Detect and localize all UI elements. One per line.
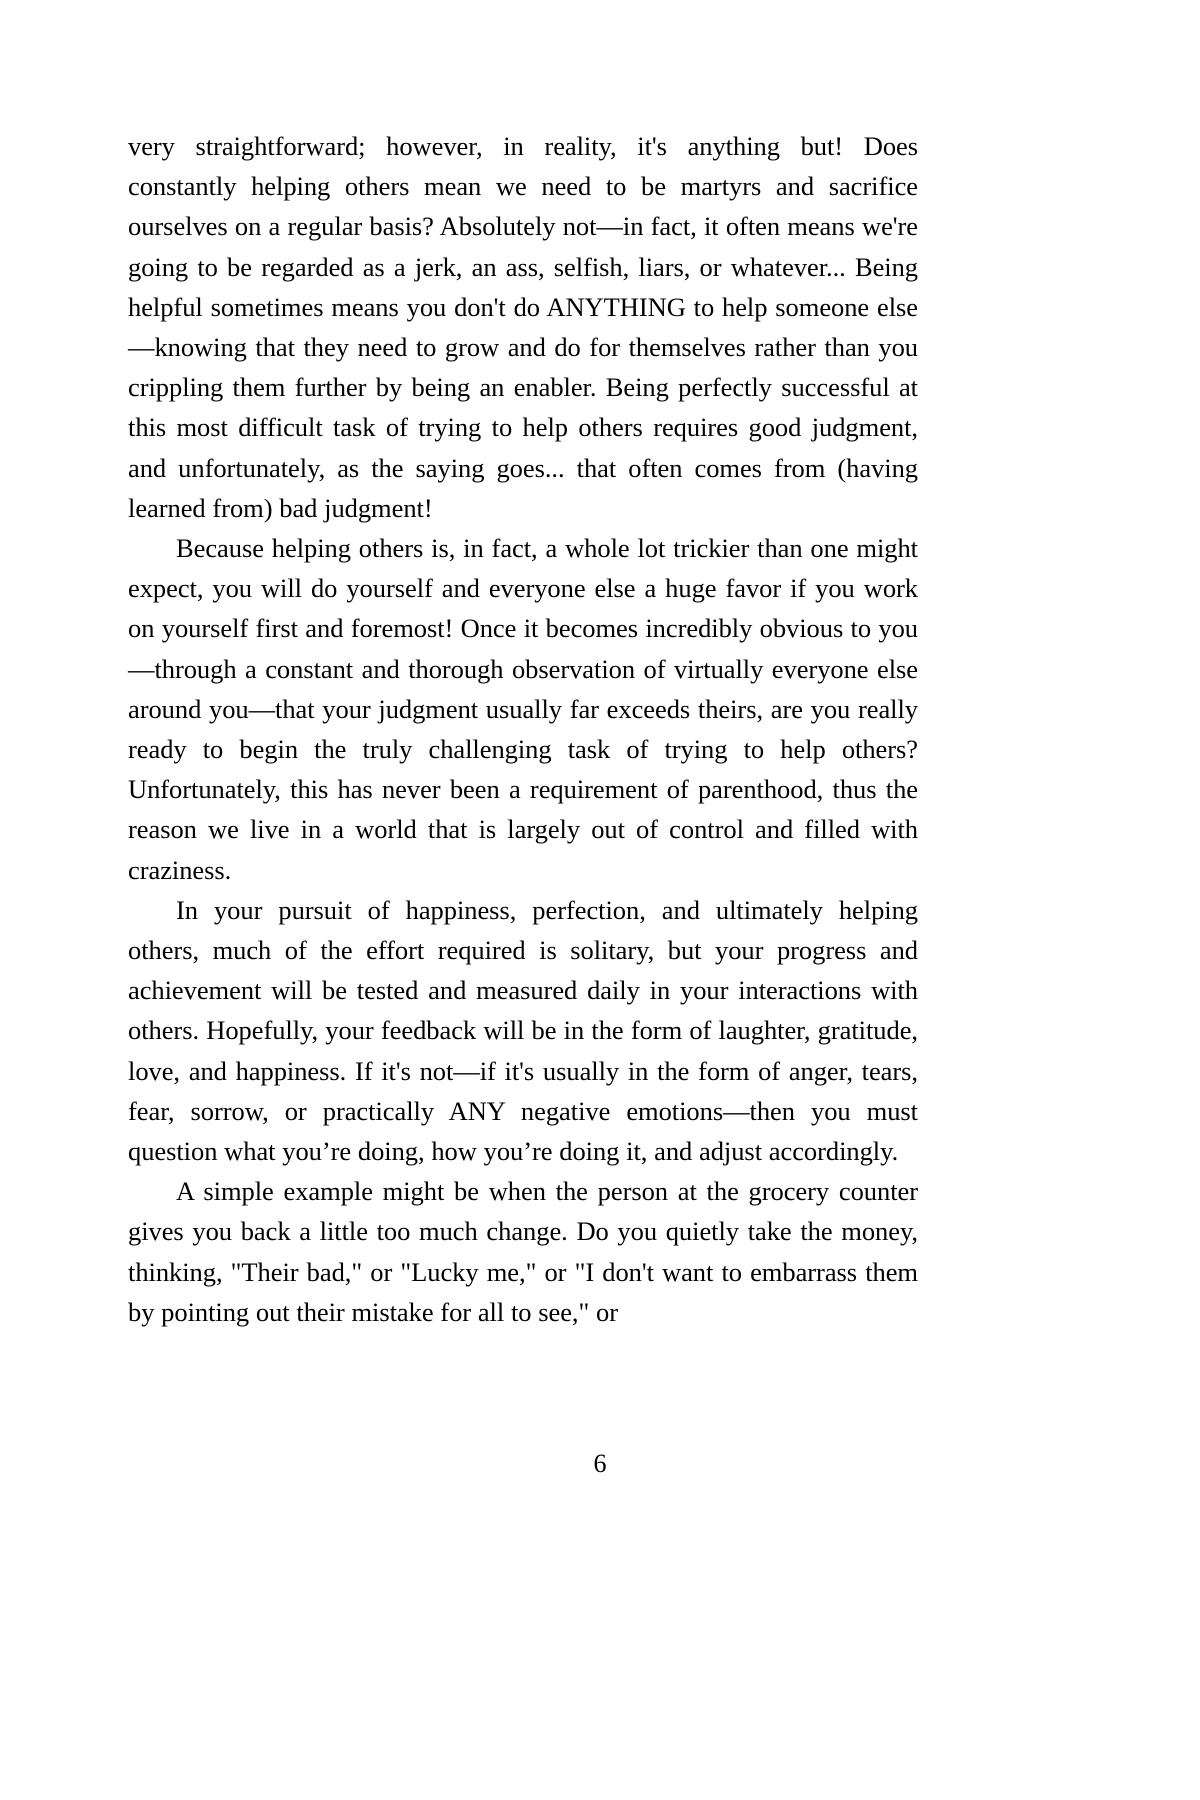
paragraph-continuation: very straightforward; however, in reality, it's anything but! Does constantly helping others mean we need to be martyrs and sacrifice ourselves on a regular basis? Absolutely not—in fact, it often means we're going to be regarded as a jerk, an ass, selfish, liars, or whatever... Being helpful sometimes means you don't do ANYTHING to help someone else—knowing that they need to grow and do for themselves rather than you crippling them further by being an enabler. Being perfectly successful at this most difficult task of trying to help others requires good judgment, and unfortunately, as the saying goes... that often comes from (having learned from) bad judgment! xyxy=(128,131,918,523)
paragraph-simple-example: A simple example might be when the person at the grocery counter gives you back a little too much change. Do you quietly take the money, thinking, "Their bad," or "Lucky me," or "I don't want to embarrass them by pointing out their mistake for all to see," or xyxy=(128,1176,918,1327)
paragraph-pursuit-of-happiness: In your pursuit of happiness, perfection, and ultimately helping others, much of the effort required is solitary, but your progress and achievement will be tested and measured daily in your interactions with others. Hopefully, your feedback will be in the form of laughter, gratitude, love, and happiness. If it's not—if it's usually in the form of anger, tears, fear, sorrow, or practically ANY negative emotions—then you must question what you’re doing, how you’re doing it, and adjust accordingly. xyxy=(128,894,918,1167)
page-number: 6 xyxy=(593,1449,607,1478)
body-text-column xyxy=(128,126,918,1332)
paragraph-because-helping-others: Because helping others is, in fact, a whole lot trickier than one might expect, you will do yourself and everyone else a huge favor if you work on yourself first and foremost! Once it becomes incredibly obvious to you—through a constant and thorough observation of virtually everyone else around you—that your judgment usually far exceeds theirs, are you really ready to begin the truly challenging task of trying to help others? Unfortunately, this has never been a requirement of parenthood, thus the reason we live in a world that is largely out of control and filled with craziness. xyxy=(128,533,918,885)
